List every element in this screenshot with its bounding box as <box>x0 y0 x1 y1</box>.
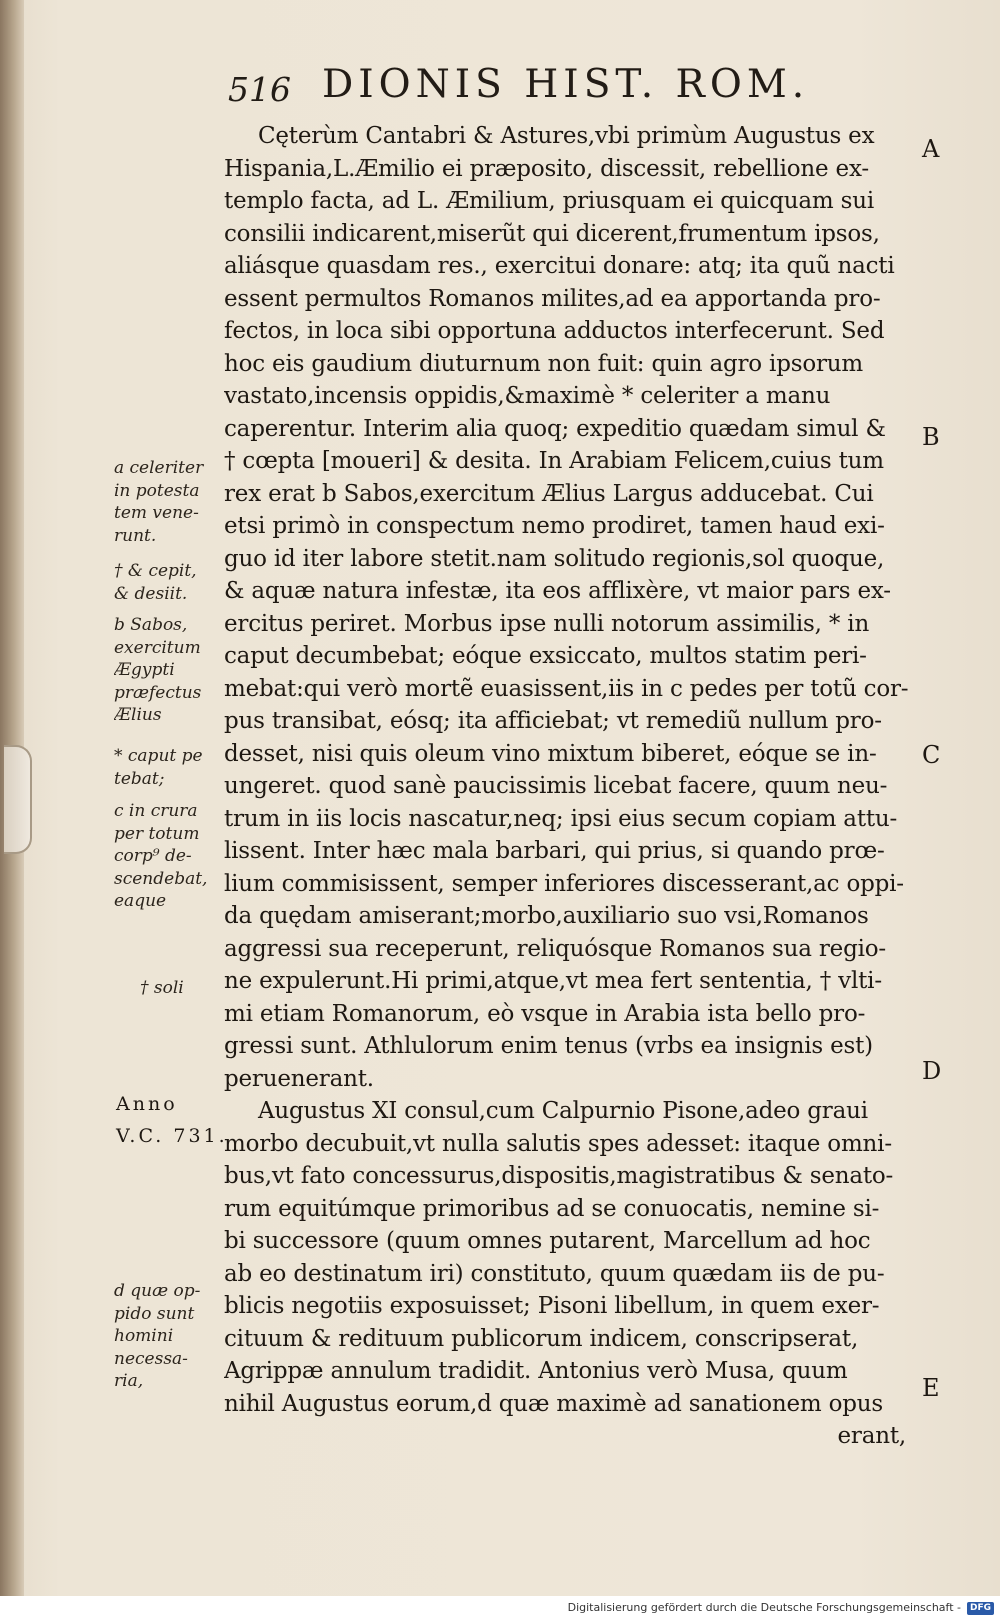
marginal-note-a: a celeriter in potesta tem vene- runt. <box>114 458 204 546</box>
catchword: erant, <box>837 1423 906 1449</box>
section-letter-d: D <box>922 1057 942 1085</box>
marginal-note-c: c in crura per totum corp⁹ de- scendebat, eaque <box>114 801 208 911</box>
marginal-note-d: d quæ op- pido sunt homini necessa- ria, <box>114 1281 201 1391</box>
text-line: ne expulerunt.Hi primi,atque,vt mea fert sententia, † vlti- <box>224 968 882 994</box>
marginal-note-dagger-1: † & cepit, & desiit. <box>114 561 197 604</box>
text-line: desset, nisi quis oleum vino mixtum biberet, eóque se in- <box>224 740 877 767</box>
text-line: ungeret. quod sanè paucissimis licebat facere, quum neu- <box>224 773 888 799</box>
text-line: vastato,incensis oppidis,&maximè * celeriter a manu <box>224 383 831 409</box>
text-line: Agrippæ annulum tradidit. Antonius verò Musa, quum <box>224 1358 848 1384</box>
marginal-note-star: * caput pe tebat; <box>114 746 203 789</box>
text-line: caput decumbebat; eóque exsiccato, multos statim peri- <box>224 643 867 669</box>
text-line: caperentur. Interim alia quoq; expeditio quædam simul & <box>224 415 886 442</box>
digitization-credit-bar <box>0 1596 1000 1619</box>
running-title: DIONIS HIST. ROM. <box>322 62 810 107</box>
text-line: gressi sunt. Athlulorum enim tenus (vrbs ea insignis est) <box>224 1033 873 1059</box>
text-line: lissent. Inter hæc mala barbari, qui prius, si quando prœ- <box>224 838 885 864</box>
text-line: consilii indicarent,miserũt qui dicerent,frumentum ipsos, <box>224 220 880 247</box>
marginal-note-b: b Sabos, exercitum Ægypti præfectus Ælius <box>114 615 202 725</box>
page-clip <box>4 745 32 854</box>
text-line: lium commisissent, semper inferiores discesserant,ac oppi- <box>224 870 904 897</box>
text-line: rum equitúmque primoribus ad se conuocatis, nemine si- <box>224 1195 880 1222</box>
page-number: 516 <box>228 70 291 109</box>
text-line: ab eo destinatum iri) constituto, quum quædam iis de pu- <box>224 1260 885 1287</box>
text-line: da quędam amiserant;morbo,auxiliario suo vsi,Romanos <box>224 903 869 929</box>
text-line: cituum & redituum publicorum indicem, conscripserat, <box>224 1325 859 1352</box>
section-letter-b: B <box>922 423 940 451</box>
section-letter-a: A <box>922 135 940 163</box>
section-letter-c: C <box>922 741 941 769</box>
dfg-logo: DFG <box>967 1602 994 1615</box>
text-line: essent permultos Romanos milites,ad ea apportanda pro- <box>224 285 881 312</box>
main-text-block <box>224 120 914 1453</box>
text-line: bi successore (quum omnes putarent, Marcellum ad hoc <box>224 1228 871 1254</box>
text-line: & aquæ natura infestæ, ita eos afflixère, vt maior pars ex- <box>224 578 891 604</box>
text-line: Hispania,L.Æmilio ei præposito, discessit, rebellione ex- <box>224 155 869 182</box>
text-line: aliásque quasdam res., exercitui donare: atq; ita quũ nacti <box>224 253 895 279</box>
text-line: fectos, in loca sibi opportuna adductos interfecerunt. Sed <box>224 318 885 344</box>
text-line: Augustus XI consul,cum Calpurnio Pisone,adeo graui <box>258 1098 868 1124</box>
text-line: etsi primò in conspectum nemo prodiret, tamen haud exi- <box>224 513 885 539</box>
year-note: Anno V.C. 731. <box>116 1093 228 1147</box>
text-line: bus,vt fato concessurus,dispositis,magistratibus & senato- <box>224 1163 894 1189</box>
text-line: mi etiam Romanorum, eò vsque in Arabia ista bello pro- <box>224 1000 866 1027</box>
text-line: aggressi sua receperunt, reliquósque Romanos sua regio- <box>224 935 886 962</box>
text-line: guo id iter labore stetit.nam solitudo regionis,sol quoque, <box>224 545 885 572</box>
text-line: rex erat b Sabos,exercitum Ælius Largus adducebat. Cui <box>224 480 874 507</box>
text-line: morbo decubuit,vt nulla salutis spes adesset: itaque omni- <box>224 1130 892 1157</box>
section-letter-e: E <box>922 1374 940 1402</box>
text-line: peruenerant. <box>224 1065 374 1092</box>
digitization-credit: Digitalisierung gefördert durch die Deutsche Forschungsgemeinschaft - <box>567 1601 961 1614</box>
text-line: ercitus periret. Morbus ipse nulli notorum assimilis, * in <box>224 610 870 637</box>
text-line: pus transibat, eósq; ita afficiebat; vt remediũ nullum pro- <box>224 708 882 734</box>
text-line: templo facta, ad L. Æmilium, priusquam ei quicquam sui <box>224 188 875 214</box>
marginal-note-dagger-2: † soli <box>140 978 184 998</box>
text-line: blicis negotiis exposuisset; Pisoni libellum, in quem exer- <box>224 1293 880 1319</box>
text-line: nihil Augustus eorum,d quæ maximè ad sanationem opus <box>224 1390 883 1417</box>
text-line: Cęterùm Cantabri & Astures,vbi primùm Augustus ex <box>258 123 875 149</box>
page-header <box>0 62 1000 114</box>
text-line: hoc eis gaudium diuturnum non fuit: quin agro ipsorum <box>224 350 864 377</box>
text-line: † cœpta [moueri] & desita. In Arabiam Felicem,cuius tum <box>224 448 884 474</box>
text-line: trum in iis locis nascatur,neq; ipsi eius secum copiam attu- <box>224 805 898 832</box>
text-line: mebat:qui verò mortẽ euasissent,iis in c pedes per totũ cor- <box>224 675 909 702</box>
